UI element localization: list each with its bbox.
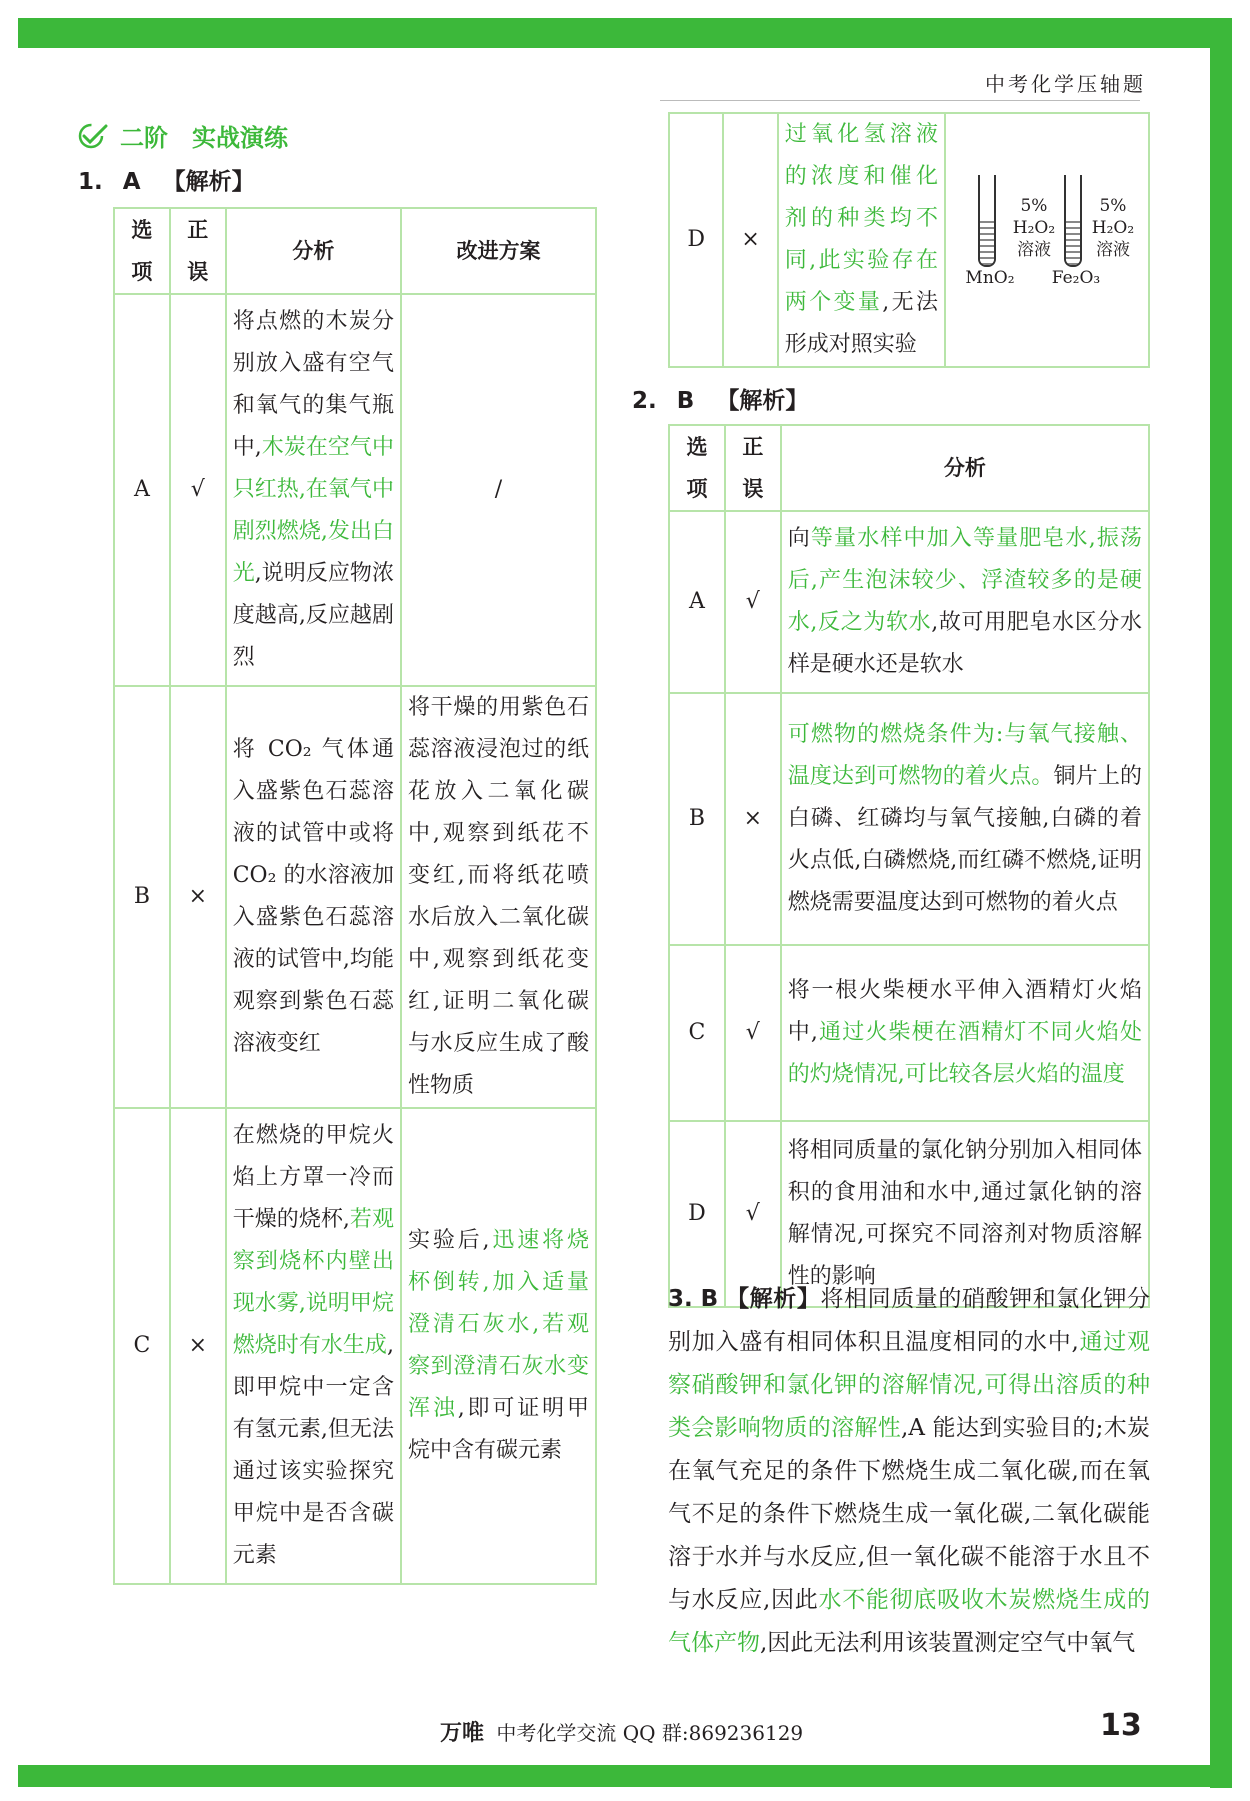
q1-row-b	[114, 686, 596, 1108]
q1-row-option: D	[669, 113, 723, 367]
brand-logo: 万唯	[440, 1721, 485, 1746]
q2-row-option: C	[669, 945, 725, 1121]
q2-col-correct: 正误	[725, 425, 781, 511]
q2-row-option: A	[669, 511, 725, 693]
q1-row-mark: ×	[723, 113, 777, 367]
page-number: 13	[1100, 1708, 1142, 1743]
green-frame-right	[1210, 18, 1232, 1788]
q3-paragraph: 3. B 【解析】将相同质量的硝酸钾和氯化钾分别加入盛有相同体积且温度相同的水中,通过观察硝酸钾和氯化钾的溶解情况,可得出溶质的种类会影响物质的溶解性,A 能达到实验目的;木炭在氧气充足的条件下燃烧生成二氧化碳,而在氧气不足的条件下燃烧生成一氧化碳,二氧化碳能溶于水并与水反应,但一氧化碳不能溶于水且不与水反应,因此水不能彻底吸收木炭燃烧生成的气体产物,因此无法利用该装置测定空气中氧气	[668, 1286, 1151, 1656]
q1-tag: 【解析】	[162, 169, 255, 195]
green-frame-bottom	[18, 1765, 1232, 1787]
green-frame-top	[18, 18, 1232, 48]
q1-row-analysis: 在燃烧的甲烷火焰上方罩一冷而干燥的烧杯,若观察到烧杯内壁出现水雾,说明甲烷燃烧时有水生成,即甲烷中一定含有氢元素,但无法通过该实验探究甲烷中是否含碳元素	[226, 1108, 401, 1584]
q2-header-row	[669, 425, 1149, 511]
q2-heading	[632, 382, 808, 415]
test-tube-right	[1064, 175, 1082, 267]
q1-row-option: B	[114, 686, 170, 1108]
q1-row-a	[114, 294, 596, 686]
q1-row-analysis: 将 CO₂ 气体通入盛紫色石蕊溶液的试管中或将 CO₂ 的水溶液加入盛紫色石蕊溶液的试管中,均能观察到紫色石蕊溶液变红	[226, 686, 401, 1108]
q2-row-analysis: 将相同质量的氯化钠分别加入相同体积的食用油和水中,通过氯化钠的溶解情况,可探究不同溶剂对物质溶解性的影响	[781, 1121, 1149, 1307]
q1-table	[113, 207, 597, 1585]
q2-row-analysis: 将一根火柴梗水平伸入酒精灯火焰中,通过火柴梗在酒精灯不同火焰处的灼烧情况,可比较各层火焰的温度	[781, 945, 1149, 1121]
q2-row-analysis: 可燃物的燃烧条件为:与氧气接触、温度达到可燃物的着火点。铜片上的白磷、红磷均与氧气接触,白磷的着火点低,白磷燃烧,而红磷不燃烧,证明燃烧需要温度达到可燃物的着火点	[781, 693, 1149, 945]
q2-tag: 【解析】	[716, 388, 809, 414]
q1-row-analysis: 将点燃的木炭分别放入盛有空气和氧气的集气瓶中,木炭在空气中只红热,在氧气中剧烈燃烧,发出白光,说明反应物浓度越高,反应越剧烈	[226, 294, 401, 686]
q2-number: 2.	[632, 388, 657, 414]
header-rule	[660, 100, 1140, 101]
q1-row-option: C	[114, 1108, 170, 1584]
q1-col-analysis: 分析	[226, 208, 401, 294]
q2-answer: B	[676, 388, 695, 414]
check-hand-icon	[78, 123, 110, 149]
footer	[440, 1716, 803, 1747]
q1-row-analysis: 过氧化氢溶液的浓度和催化剂的种类均不同,此实验存在两个变量,无法形成对照实验	[778, 113, 945, 367]
q1-heading	[78, 163, 255, 196]
section-heading	[78, 118, 288, 153]
q2-row-mark: √	[725, 1121, 781, 1307]
q1-row-figure	[945, 113, 1149, 367]
q2-row-mark: √	[725, 945, 781, 1121]
q1-row-mark: ×	[170, 686, 226, 1108]
q1-row-c	[114, 1108, 596, 1584]
q1-row-improve: 实验后,迅速将烧杯倒转,加入适量澄清石灰水,若观察到澄清石灰水变浑浊,即可证明甲烷中含有碳元素	[401, 1108, 596, 1584]
q2-col-option: 选项	[669, 425, 725, 511]
q1-header-row	[114, 208, 596, 294]
q1-col-correct: 正误	[170, 208, 226, 294]
footer-text: 中考化学交流 QQ 群:869236129	[496, 1721, 804, 1745]
test-tube-figure: 5% H₂O₂ 溶液 MnO₂ 5% H₂O₂ 溶液 Fe₂O₃	[952, 165, 1142, 315]
q1-row-improve: /	[401, 294, 596, 686]
q1-row-improve: 将干燥的用紫色石蕊溶液浸泡过的纸花放入二氧化碳中,观察到纸花不变红,而将纸花喷水后放入二氧化碳中,观察到纸花变红,证明二氧化碳与水反应生成了酸性物质	[401, 686, 596, 1108]
q2-row-mark: ×	[725, 693, 781, 945]
q1-row-option: A	[114, 294, 170, 686]
q1-row-mark: √	[170, 294, 226, 686]
q3-tag: 【解析】	[726, 1286, 821, 1312]
q2-row-c	[669, 945, 1149, 1121]
q3-answer: B	[700, 1286, 719, 1312]
q2-col-analysis: 分析	[781, 425, 1149, 511]
running-header: 中考化学压轴题	[985, 72, 1146, 96]
test-tube-left	[978, 175, 996, 267]
q1-col-option: 选项	[114, 208, 170, 294]
q1-row-d	[669, 113, 1149, 367]
q2-row-option: B	[669, 693, 725, 945]
q3-number: 3.	[668, 1286, 693, 1312]
q2-row-a	[669, 511, 1149, 693]
q2-table	[668, 424, 1150, 1308]
q2-row-analysis: 向等量水样中加入等量肥皂水,振荡后,产生泡沫较少、浮渣较多的是硬水,反之为软水,故可用肥皂水区分水样是硬水还是软水	[781, 511, 1149, 693]
q2-row-option: D	[669, 1121, 725, 1307]
q1-row-mark: ×	[170, 1108, 226, 1584]
q2-row-b	[669, 693, 1149, 945]
q2-row-mark: √	[725, 511, 781, 693]
section-title: 二阶 实战演练	[120, 124, 288, 152]
q1-table-continued	[668, 112, 1150, 368]
q1-col-improve: 改进方案	[401, 208, 596, 294]
q1-answer: A	[122, 169, 141, 195]
q1-number: 1.	[78, 169, 103, 195]
